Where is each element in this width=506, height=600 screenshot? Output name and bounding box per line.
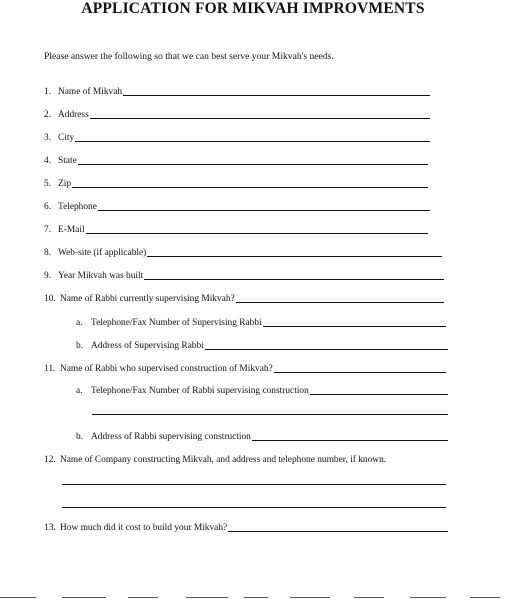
construction-rabbi-address-field[interactable] [252, 440, 448, 441]
field-number: 9. [44, 271, 52, 281]
supervising-rabbi-address-field[interactable] [205, 349, 448, 350]
field-label: Year Mikvah was built [58, 271, 144, 281]
construction-rabbi-field[interactable] [274, 372, 446, 373]
field-label: Name of Rabbi who supervised construction of Mikvah? [60, 364, 273, 374]
field-label: State [58, 156, 77, 166]
field-row-construction-rabbi-phone [76, 385, 448, 397]
field-letter: b. [76, 341, 84, 351]
field-row-city [44, 132, 430, 144]
field-row-email [44, 224, 428, 236]
field-label: Name of Company constructing Mikvah, and address and telephone number, if known. [60, 455, 387, 465]
build-cost-field[interactable] [228, 531, 448, 532]
scan-edge-mark [470, 597, 500, 598]
field-label: Name of Mikvah [58, 87, 123, 97]
field-label: Name of Rabbi currently supervising Mikvah? [60, 294, 235, 304]
field-label: Address of Supervising Rabbi [91, 341, 204, 351]
field-row-year-built [44, 270, 444, 282]
field-label: How much did it cost to build your Mikvah? [60, 523, 228, 533]
construction-rabbi-phone-line-2[interactable] [92, 414, 448, 415]
field-letter: a. [76, 386, 83, 396]
field-number: 7. [44, 225, 52, 235]
field-label: Zip [58, 179, 72, 189]
scan-edge-mark [290, 597, 330, 598]
scan-edge-mark [244, 597, 268, 598]
scan-edge-mark [62, 597, 106, 598]
scan-edge-mark [128, 597, 158, 598]
construction-company-line-2[interactable] [62, 507, 446, 508]
field-row-build-cost [44, 522, 448, 534]
field-number: 11. [44, 364, 56, 374]
field-number: 12. [44, 455, 56, 465]
field-row-supervising-rabbi-address [76, 340, 448, 352]
field-number: 2. [44, 110, 52, 120]
field-label: Telephone/Fax Number of Supervising Rabbi [91, 318, 262, 328]
field-label: Telephone [58, 202, 97, 212]
field-number: 1. [44, 87, 52, 97]
intro-text: Please answer the following so that we can best serve your Mikvah's needs. [44, 51, 334, 62]
field-label: City [58, 133, 75, 143]
field-row-construction-company [44, 454, 464, 466]
field-row-website [44, 247, 442, 259]
scan-edge-mark [410, 597, 446, 598]
year-built-field[interactable] [144, 279, 444, 280]
supervising-rabbi-phone-field[interactable] [263, 326, 446, 327]
field-row-current-rabbi [44, 293, 444, 305]
page-title: APPLICATION FOR MIKVAH IMPROVMENTS [81, 0, 425, 17]
field-number: 13. [44, 523, 56, 533]
website-field[interactable] [147, 256, 442, 257]
current-rabbi-field[interactable] [236, 302, 444, 303]
scan-edge-mark [186, 597, 228, 598]
field-label: Address of Rabbi supervising construction [91, 432, 251, 442]
city-field[interactable] [75, 141, 430, 142]
scan-edge-mark [354, 597, 384, 598]
field-letter: b. [76, 432, 84, 442]
scan-edge-mark [0, 597, 36, 598]
field-row-state [44, 155, 428, 167]
mikvah-name-field[interactable] [123, 95, 430, 96]
field-row-address [44, 109, 430, 121]
state-field[interactable] [78, 164, 428, 165]
field-label: Address [58, 110, 89, 120]
field-number: 3. [44, 133, 52, 143]
field-label: Web-site (if applicable) [58, 248, 147, 258]
email-field[interactable] [86, 233, 428, 234]
field-label: E-Mail [58, 225, 85, 235]
field-label: Telephone/Fax Number of Rabbi supervising construction [91, 386, 309, 396]
field-row-supervising-rabbi-phone [76, 317, 446, 329]
field-row-construction-rabbi-address [76, 431, 448, 443]
field-letter: a. [76, 318, 83, 328]
address-field[interactable] [90, 118, 430, 119]
construction-company-line-1[interactable] [62, 484, 446, 485]
field-row-mikvah-name [44, 86, 430, 98]
telephone-field[interactable] [98, 210, 430, 211]
field-row-telephone [44, 201, 430, 213]
field-number: 8. [44, 248, 52, 258]
field-number: 4. [44, 156, 52, 166]
field-number: 10. [44, 294, 56, 304]
zip-field[interactable] [72, 187, 428, 188]
field-number: 6. [44, 202, 52, 212]
field-number: 5. [44, 179, 52, 189]
field-row-construction-rabbi [44, 363, 446, 375]
field-row-zip [44, 178, 428, 190]
construction-rabbi-phone-field[interactable] [310, 394, 448, 395]
